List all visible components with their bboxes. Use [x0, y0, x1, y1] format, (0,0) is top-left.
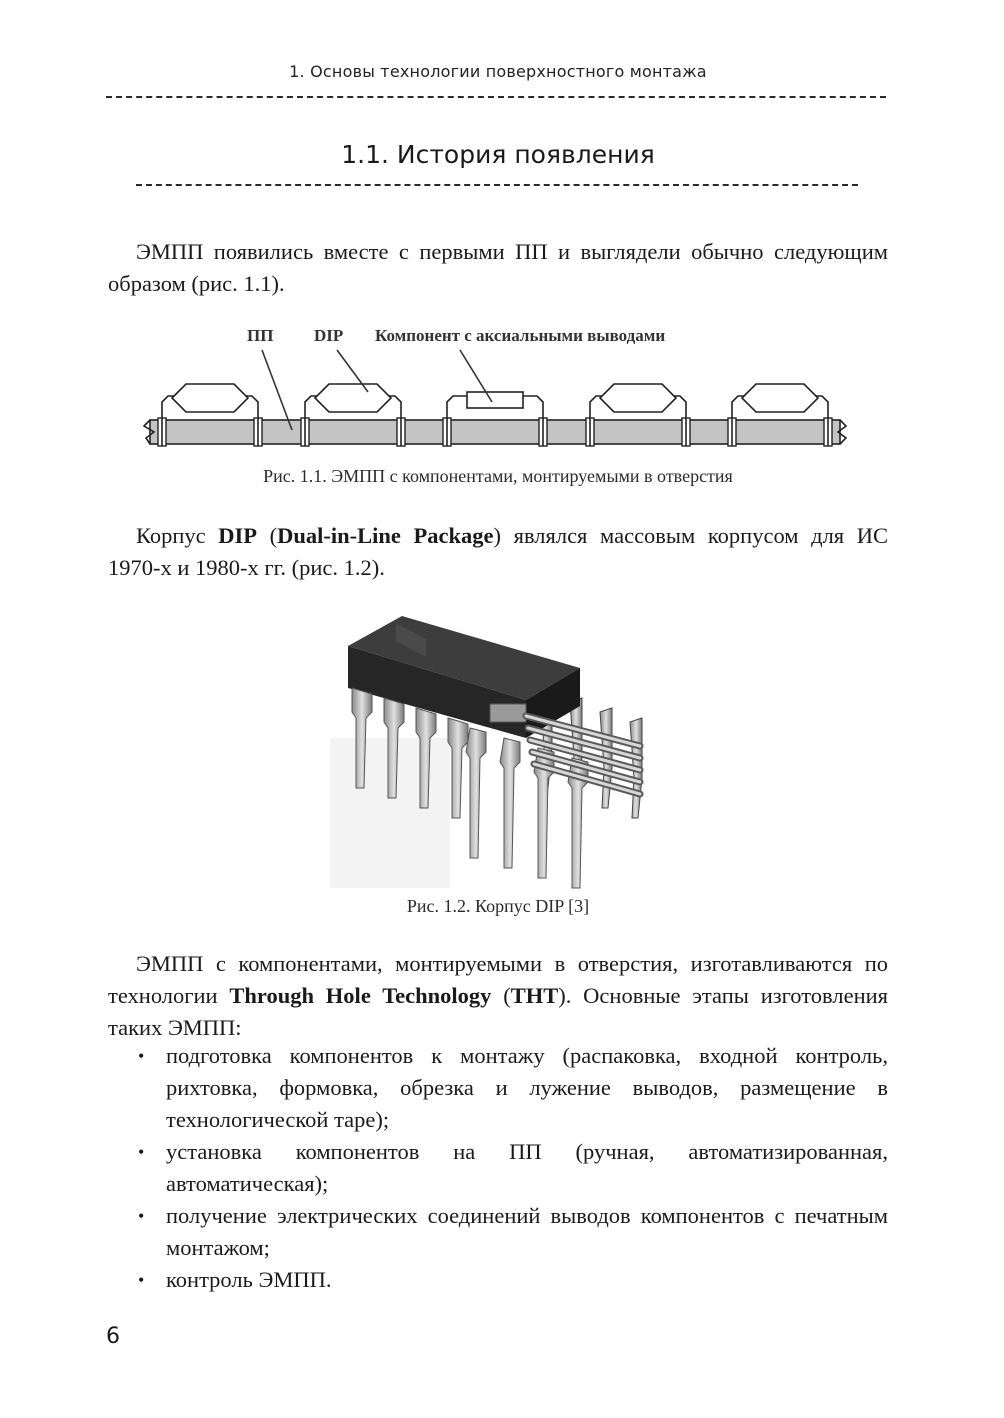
- section-rule: [136, 184, 858, 186]
- figure-2-dip-package: [330, 608, 670, 888]
- dip-component-body: [172, 384, 248, 412]
- label-pp: ПП: [247, 326, 274, 345]
- list-item: • подготовка компонентов к монтажу (распаковка, входной контроль, рихтовка, формовка, обрезка и лужение выводов, размещение в технологической таре);: [108, 1040, 888, 1136]
- header-rule: [106, 96, 886, 98]
- dip-component-body: [742, 384, 818, 412]
- tht-paragraph: ЭМПП с компонентами, монтируемыми в отверстия, изготавливаются по технологии Through Hole Technology (THT). Основные этапы изготовления таких ЭМПП:: [108, 951, 889, 1040]
- dip-component-body: [315, 384, 391, 412]
- leader-pp: [262, 350, 292, 430]
- bullet-glyph: •: [138, 1206, 145, 1226]
- lead: [448, 718, 468, 818]
- bullet-glyph: •: [138, 1270, 145, 1290]
- bullet-glyph: •: [138, 1046, 145, 1066]
- running-head: 1. Основы технологии поверхностного монтажа: [289, 62, 707, 81]
- dip-component-body: [600, 384, 676, 412]
- figure-2-caption: Рис. 1.2. Корпус DIP [3]: [406, 896, 590, 916]
- intro-paragraph: ЭМПП появились вместе с первыми ПП и выглядели обычно следующим образом (рис. 1.1).: [108, 239, 888, 296]
- list-item: • получение электрических соединений выводов компонентов с печатным монтажом;: [108, 1200, 888, 1264]
- figure-1-diagram: [140, 346, 860, 456]
- dip-paragraph: Корпус DIP (Dual-in-Line Package) являлся массовым корпусом для ИС 1970-х и 1980-х гг. (рис. 1.2).: [108, 523, 888, 580]
- lead: [466, 728, 486, 858]
- section-title: 1.1. История появления: [341, 140, 655, 169]
- figure-1-caption: Рис. 1.1. ЭМПП с компонентами, монтируемыми в отверстия: [263, 466, 733, 486]
- pcb-board: [144, 420, 846, 444]
- page-number: 6: [106, 1324, 120, 1349]
- list-item: • установка компонентов на ПП (ручная, автоматизированная, автоматическая);: [108, 1136, 888, 1200]
- lead: [500, 738, 520, 868]
- process-steps-list: [108, 1040, 888, 1296]
- bullet-glyph: •: [138, 1142, 145, 1162]
- label-axial-component: Компонент с аксиальными выводами: [375, 326, 666, 345]
- list-item: • контроль ЭМПП.: [108, 1264, 888, 1296]
- chip-die: [490, 704, 526, 722]
- label-dip: DIP: [314, 326, 344, 345]
- axial-component-body: [467, 392, 523, 408]
